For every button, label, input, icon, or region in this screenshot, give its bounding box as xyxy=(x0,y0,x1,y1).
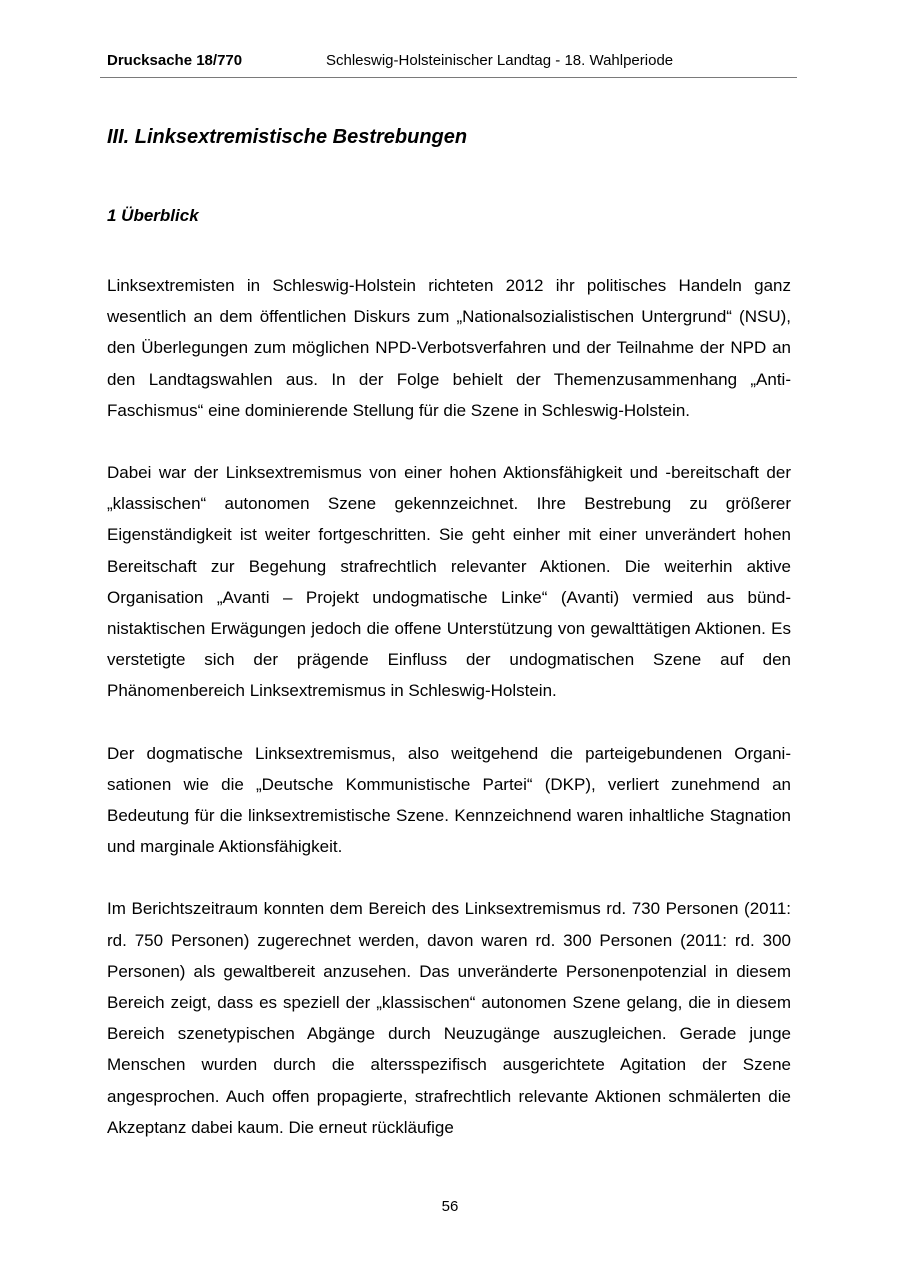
paragraph-4: Im Berichtszeitraum konnten dem Bereich des Linksextremismus rd. 730 Personen (2011: rd. 750 Personen) zugerechnet werden, davon waren rd. 300 Personen (2011: rd. 300 Personen) als gewaltbereit anzusehen. Das unveränderte Personenpotenzial in diesem Bereich zeigt, dass es speziell der „klassischen“ autonomen Szene gelang, die in diesem Bereich szenetypischen Abgänge durch Neuzugänge auszugleichen. Gerade junge Menschen wurden durch die altersspezifisch ausgerichtete Agitation der Szene angesprochen. Auch offen propagierte, strafrechtlich relevante Aktionen schmälerten die Akzeptanz dabei kaum. Die erneut rückläufige xyxy=(107,899,791,1137)
paragraph-3: Der dogmatische Linksextremismus, also weitgehend die parteigebundenen Organisationen wie die „Deutsche Kommunistische Partei“ (DKP), verliert zunehmend an Bedeutung für die linksextremistische Szene. Kennzeichnend waren inhaltliche Stagnation und marginale Aktionsfähigkeit. xyxy=(107,743,791,857)
page-header xyxy=(100,52,797,78)
document-id: Drucksache 18/770 xyxy=(107,52,243,69)
paragraph-2: Dabei war der Linksextremismus von einer hohen Aktionsfähigkeit und -bereitschaft der „klassischen“ autonomen Szene gekennzeichnet. Ihre Bestrebung zu größerer Eigenständigkeit ist weiter fortgeschritten. Sie geht einher mit einer unverändert hohen Bereitschaft zur Begehung strafrechtlich relevanter Aktionen. Die weiterhin aktive Organisation „Avanti – Projekt undogmatische Linke“ (Avanti) vermied aus bündnistaktischen Erwägungen jedoch die offene Unterstützung von gewalttätigen Aktionen. Es verstetigte sich der prägende Einfluss der undogmatischen Szene auf den Phänomenbereich Linksextremismus in Schleswig-Holstein. xyxy=(107,463,791,701)
paragraph-1: Linksextremisten in Schleswig-Holstein richteten 2012 ihr politisches Handeln ganz wesentlich an dem öffentlichen Diskurs zum „Nationalsozialistischen Untergrund“ (NSU), den Überlegungen zum möglichen NPD-Verbotsverfahren und der Teilnahme der NPD an den Landtagswahlen aus. In der Folge behielt der Themenzusammenhang „Anti-Faschismus“ eine dominierende Stellung für die Szene in Schleswig-Holstein. xyxy=(107,276,791,420)
body-text xyxy=(107,270,791,1174)
page-number: 56 xyxy=(441,1198,459,1215)
section-title: 1 Überblick xyxy=(107,206,199,225)
chapter-title: III. Linksextremistische Bestrebungen xyxy=(107,126,468,148)
parliament-title: Schleswig-Holsteinischer Landtag - 18. Wahlperiode xyxy=(326,52,674,69)
